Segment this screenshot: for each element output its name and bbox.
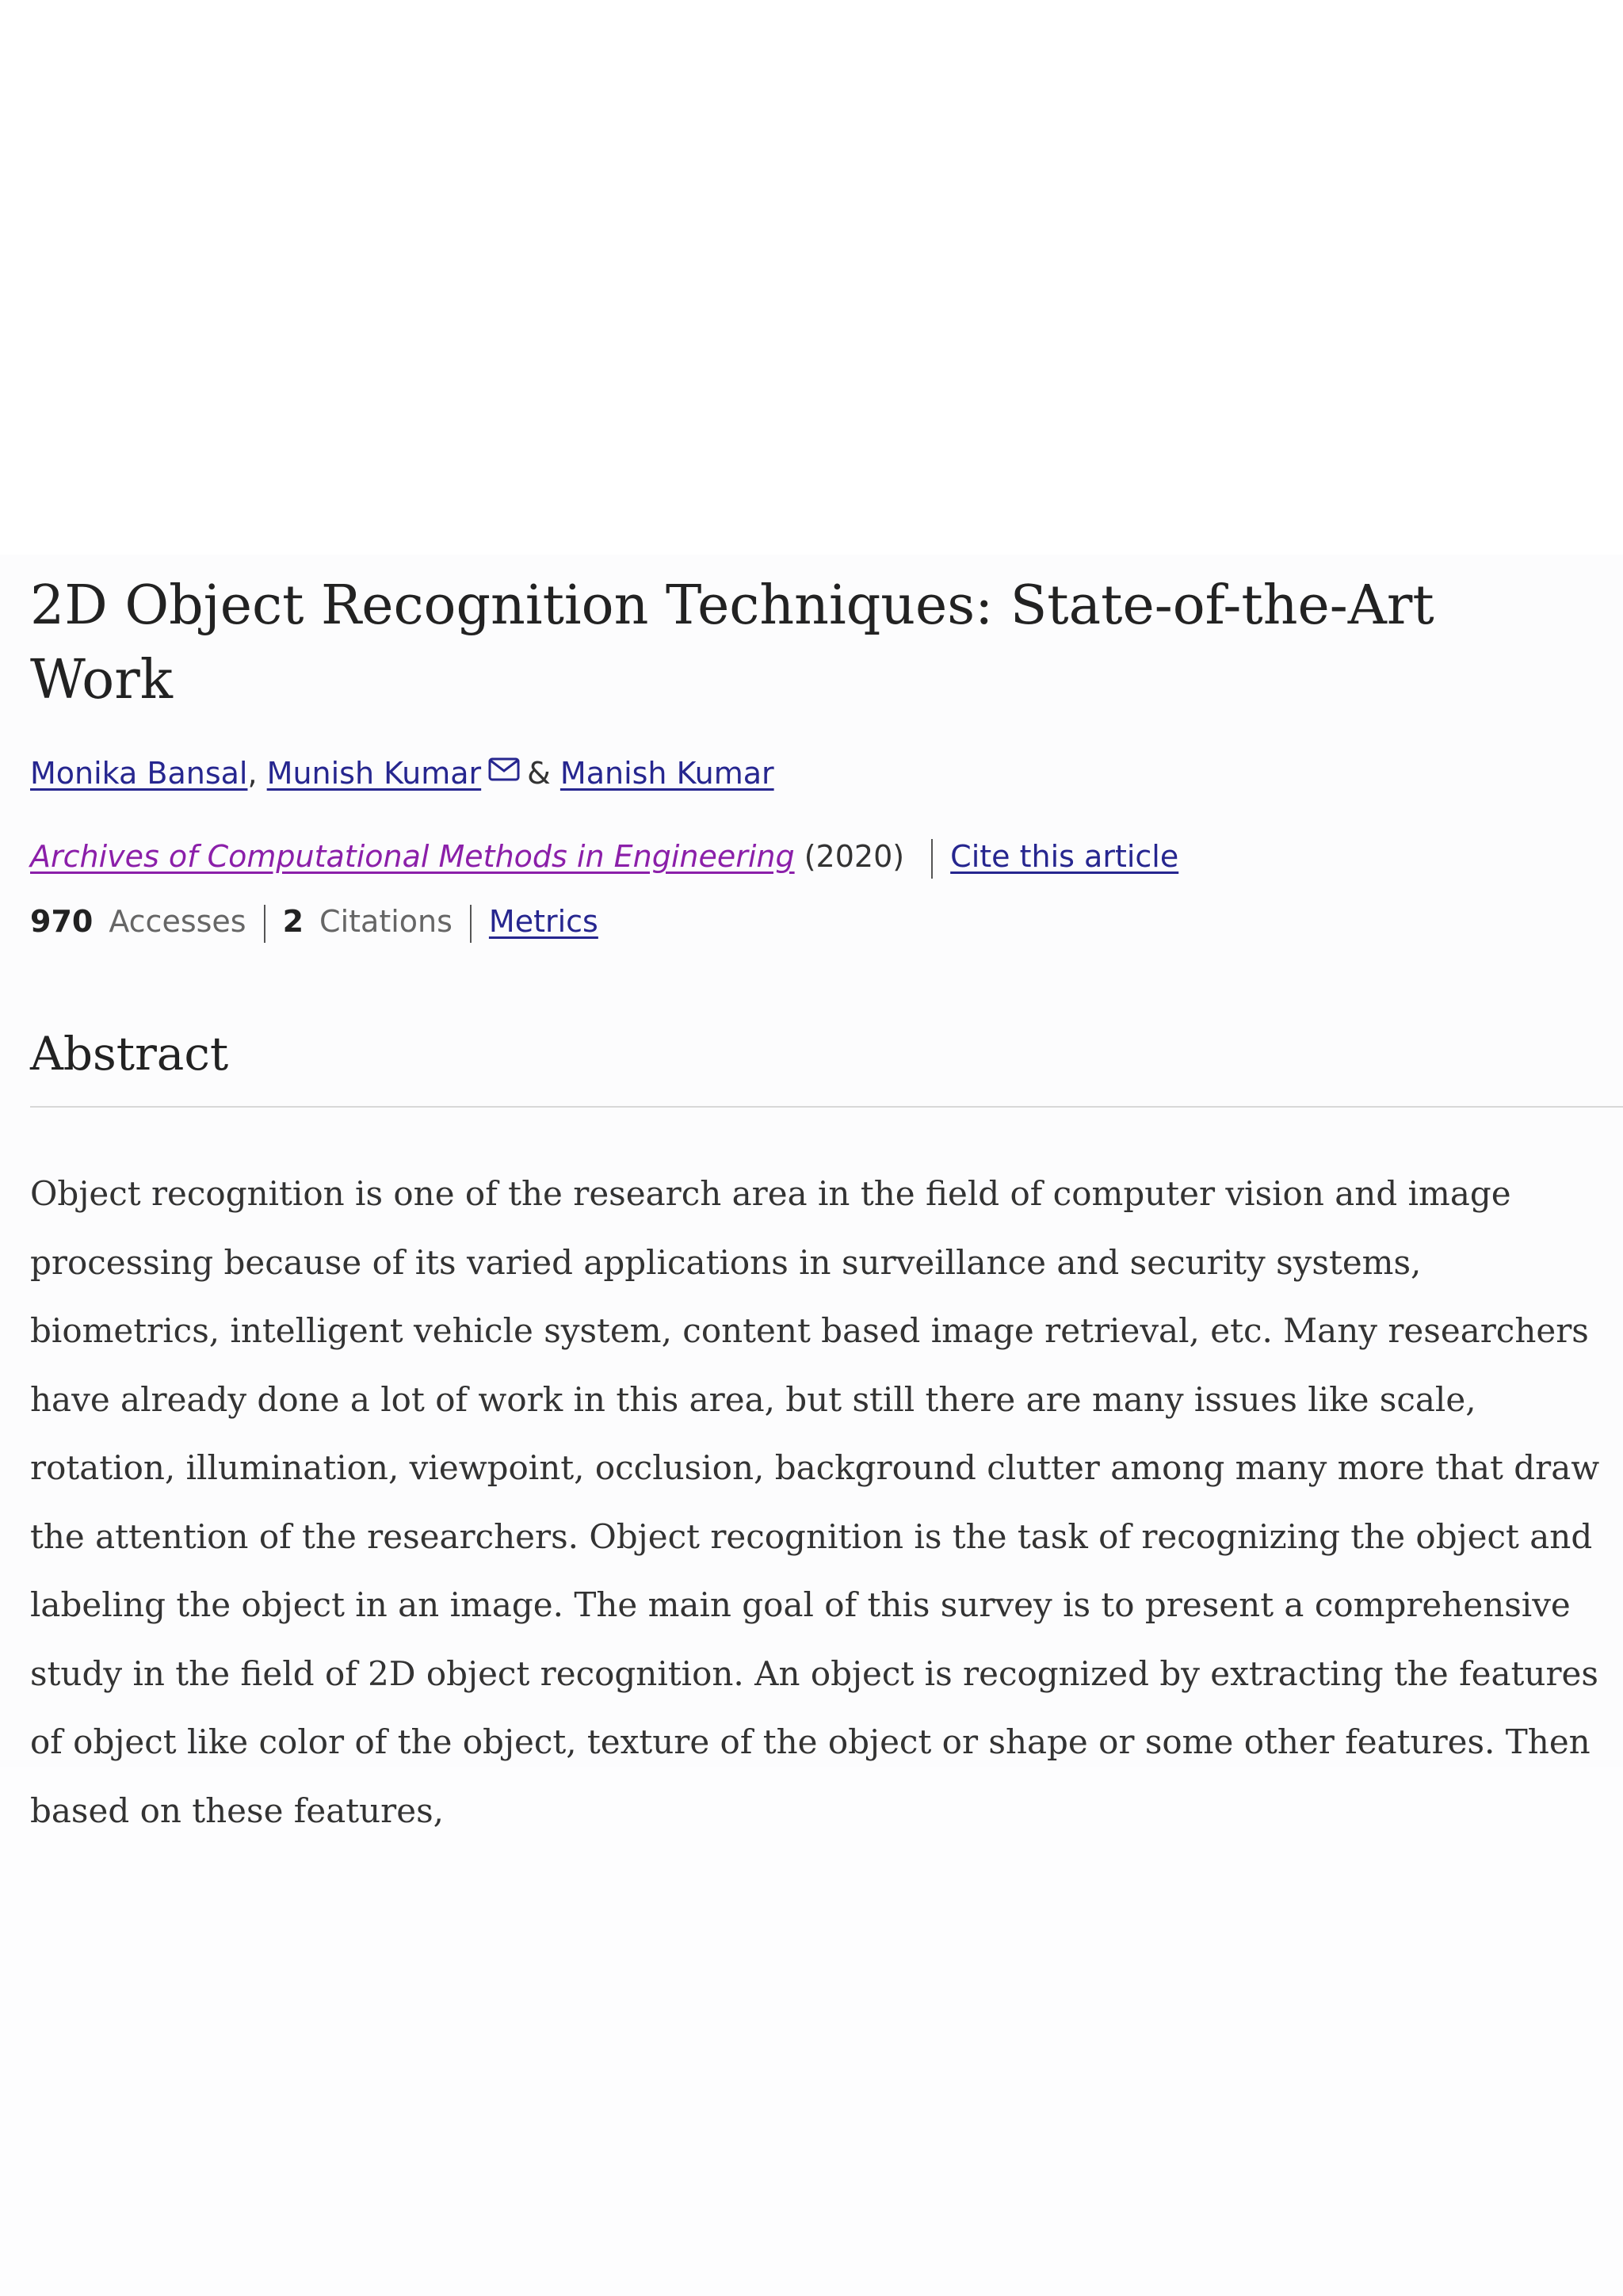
publication-year: (2020) [804,839,905,874]
abstract-heading: Abstract [30,1027,229,1081]
citations-count: 2 [282,904,304,939]
author-list [30,753,774,794]
metrics-link[interactable]: Metrics [488,904,598,939]
citations-label: Citations [319,904,453,939]
article-metrics [30,900,598,943]
divider [264,905,265,943]
article-title: 2D Object Recognition Techniques: State-of-the-Art Work [30,574,1434,711]
section-divider [30,1106,1623,1108]
citation-info [30,835,1178,878]
author-link-munish-kumar[interactable]: Munish Kumar [266,756,482,791]
author-separator: & [527,756,551,791]
author-link-manish-kumar[interactable]: Manish Kumar [559,756,774,791]
blank-area [0,1767,1623,2296]
author-separator: , [247,756,258,791]
abstract-text: Object recognition is one of the research area in the field of computer vision and image processing because of its varied applications in surveillance and security systems, biometrics, intelligent vehicle system, content based image retrieval, etc. Many researchers have already done a lot of work in this area, but still there are many issues like scale, rotation, illumination, viewpoint, occlusion, background clutter among many more that draw the attention of the researchers. Object recognition is the task of recognizing the object and labeling the object in an image. The main goal of this survey is to present a comprehensive study in the field of 2D object recognition. An object is recognized by extracting the features of object like color of the object, texture of the object or shape or some other features. Then based on these features, [30,1174,1600,1830]
mail-icon[interactable] [487,753,522,780]
accesses-label: Accesses [109,904,246,939]
accesses-count: 970 [30,904,94,939]
journal-link[interactable]: Archives of Computational Methods in Engineering [30,839,795,874]
divider [470,905,472,943]
author-link-monika-bansal[interactable]: Monika Bansal [30,756,248,791]
cite-article-link[interactable]: Cite this article [950,839,1179,874]
divider [931,839,933,879]
